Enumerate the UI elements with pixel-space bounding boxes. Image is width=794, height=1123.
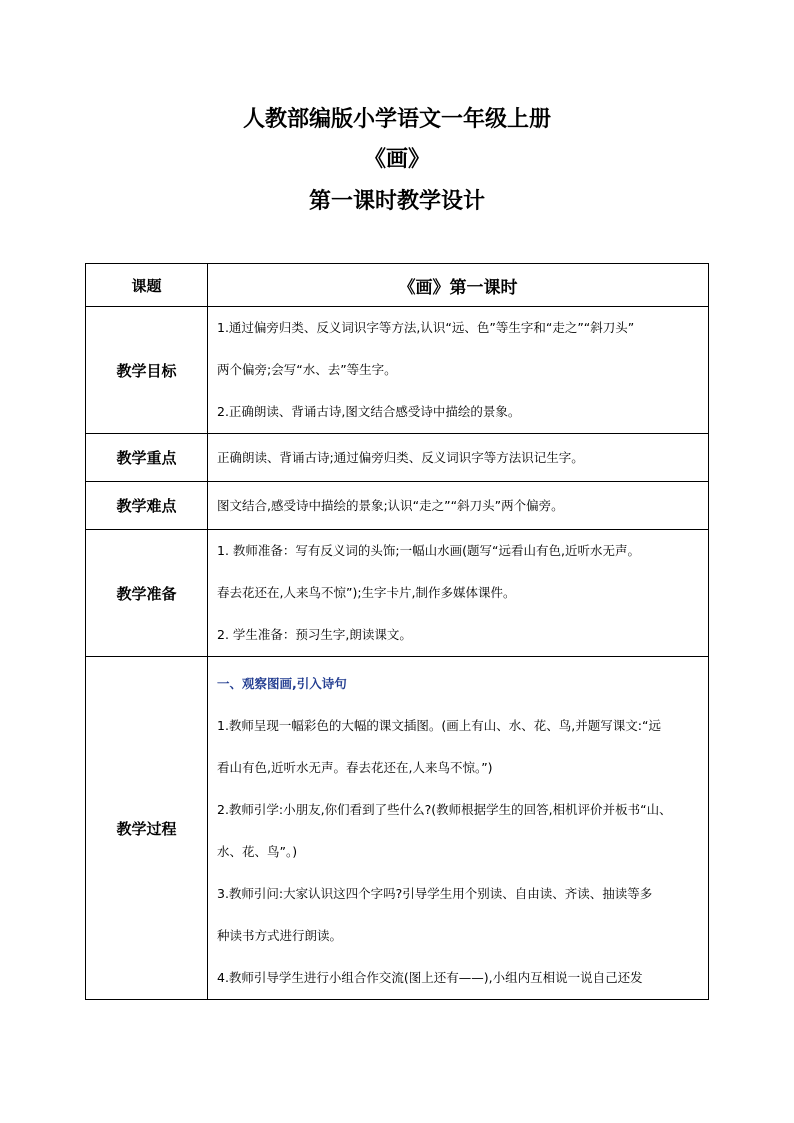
process-content: [208, 657, 709, 1000]
document-title-line-1: 人教部编版小学语文一年级上册: [242, 107, 551, 132]
table-row-key-points: [86, 434, 709, 482]
goals-line: 1.通过偏旁归类、反义词识字等方法,认识“远、色”等生字和“走之”“斜刀头”: [217, 320, 635, 335]
process-line: 4.教师引导学生进行小组合作交流(图上还有——),小组内互相说一说自己还发: [217, 970, 643, 985]
process-line: 种读书方式进行朗读。: [217, 928, 343, 943]
difficulties-line: 图文结合,感受诗中描绘的景象;认识“走之”“斜刀头”两个偏旁。: [217, 497, 564, 513]
goals-label: 教学目标: [86, 307, 208, 434]
preparation-line: 春去花还在,人来鸟不惊”);生字卡片,制作多媒体课件。: [217, 585, 516, 600]
goals-content: [208, 307, 709, 434]
process-line: 3.教师引问:大家认识这四个字吗?引导学生用个别读、自由读、齐读、抽读等多: [217, 886, 653, 901]
lesson-plan-table: [85, 263, 709, 1000]
process-line: 水、花、鸟”。): [217, 844, 298, 859]
table-row-goals: [86, 307, 709, 434]
difficulties-label: 教学难点: [86, 482, 208, 530]
preparation-line: 2. 学生准备：预习生字,朗读课文。: [217, 627, 412, 642]
process-line: 1.教师呈现一幅彩色的大幅的课文插图。(画上有山、水、花、鸟,并题写课文:“远: [217, 718, 661, 733]
table-row-difficulties: [86, 482, 709, 530]
preparation-content: [208, 530, 709, 657]
key-points-label: 教学重点: [86, 434, 208, 482]
document-title-line-2: 《画》: [363, 147, 430, 172]
process-line: 看山有色,近听水无声。春去花还在,人来鸟不惊。”): [217, 760, 493, 775]
document-title-line-3: 第一课时教学设计: [308, 189, 485, 214]
goals-line: 两个偏旁;会写“水、去”等生字。: [217, 362, 397, 377]
process-section-heading: 一、观察图画,引入诗句: [217, 676, 347, 691]
table-row-process: [86, 657, 709, 1000]
table-row-topic: [86, 264, 709, 307]
key-points-line: 正确朗读、背诵古诗;通过偏旁归类、反义词识字等方法识记生字。: [217, 449, 584, 465]
process-label: 教学过程: [86, 657, 208, 1000]
key-points-content: [208, 434, 709, 482]
topic-label: 课题: [86, 264, 208, 307]
table-row-preparation: [86, 530, 709, 657]
topic-value: 《画》第一课时: [208, 264, 709, 307]
preparation-label: 教学准备: [86, 530, 208, 657]
difficulties-content: [208, 482, 709, 530]
goals-line: 2.正确朗读、背诵古诗,图文结合感受诗中描绘的景象。: [217, 404, 521, 419]
process-line: 2.教师引学:小朋友,你们看到了些什么?(教师根据学生的回答,相机评价并板书“山、: [217, 802, 672, 817]
preparation-line: 1. 教师准备：写有反义词的头饰;一幅山水画(题写“远看山有色,近听水无声。: [217, 543, 640, 558]
